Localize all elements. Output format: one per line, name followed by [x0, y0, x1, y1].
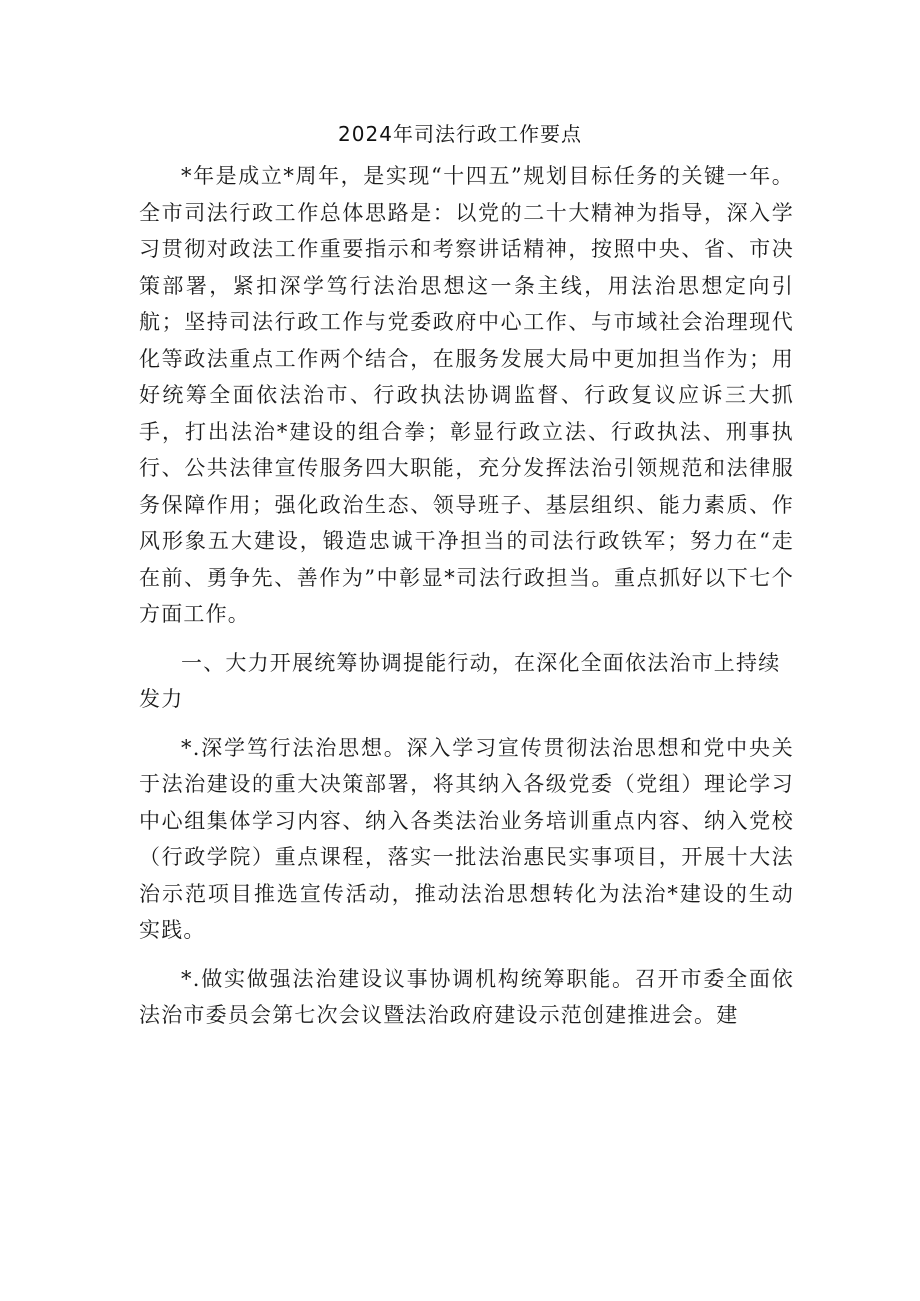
document-title: 2024年司法行政工作要点: [338, 122, 582, 146]
section-1-item-2: *.做实做强法治建设议事协调机构统筹职能。召开市委全面依法治市委员会第七次会议暨法治政府建设示范创建推进会。建: [139, 966, 794, 1027]
document-body: [139, 158, 794, 1034]
section-1-item-1: *.深学笃行法治思想。深入学习宣传贯彻法治思想和党中央关于法治建设的重大决策部署，将其纳入各级党委（党组）理论学习中心组集体学习内容、纳入各类法治业务培训重点内容、纳入党校（行政学院）重点课程，落实一批法治惠民实事项目，开展十大法治示范项目推选宣传活动，推动法治思想转化为法治*建设的生动实践。: [139, 735, 794, 942]
intro-paragraph: *年是成立*周年，是实现“十四五”规划目标任务的关键一年。全市司法行政工作总体思路是：以党的二十大精神为指导，深入学习贯彻对政法工作重要指示和考察讲话精神，按照中央、省、市决策部署，紧扣深学笃行法治思想这一条主线，用法治思想定向引航；坚持司法行政工作与党委政府中心工作、与市域社会治理现代化等政法重点工作两个结合，在服务发展大局中更加担当作为；用好统筹全面依法治市、行政执法协调监督、行政复议应诉三大抓手，打出法治*建设的组合拳；彰显行政立法、行政执法、刑事执行、公共法律宣传服务四大职能，充分发挥法治引领规范和法律服务保障作用；强化政治生态、领导班子、基层组织、能力素质、作风形象五大建设，锻造忠诚干净担当的司法行政铁军；努力在“走在前、勇争先、善作为”中彰显*司法行政担当。重点抓好以下七个方面工作。: [139, 164, 794, 626]
section-heading-1: 一、大力开展统筹协调提能行动，在深化全面依法治市上持续发力: [139, 650, 781, 711]
